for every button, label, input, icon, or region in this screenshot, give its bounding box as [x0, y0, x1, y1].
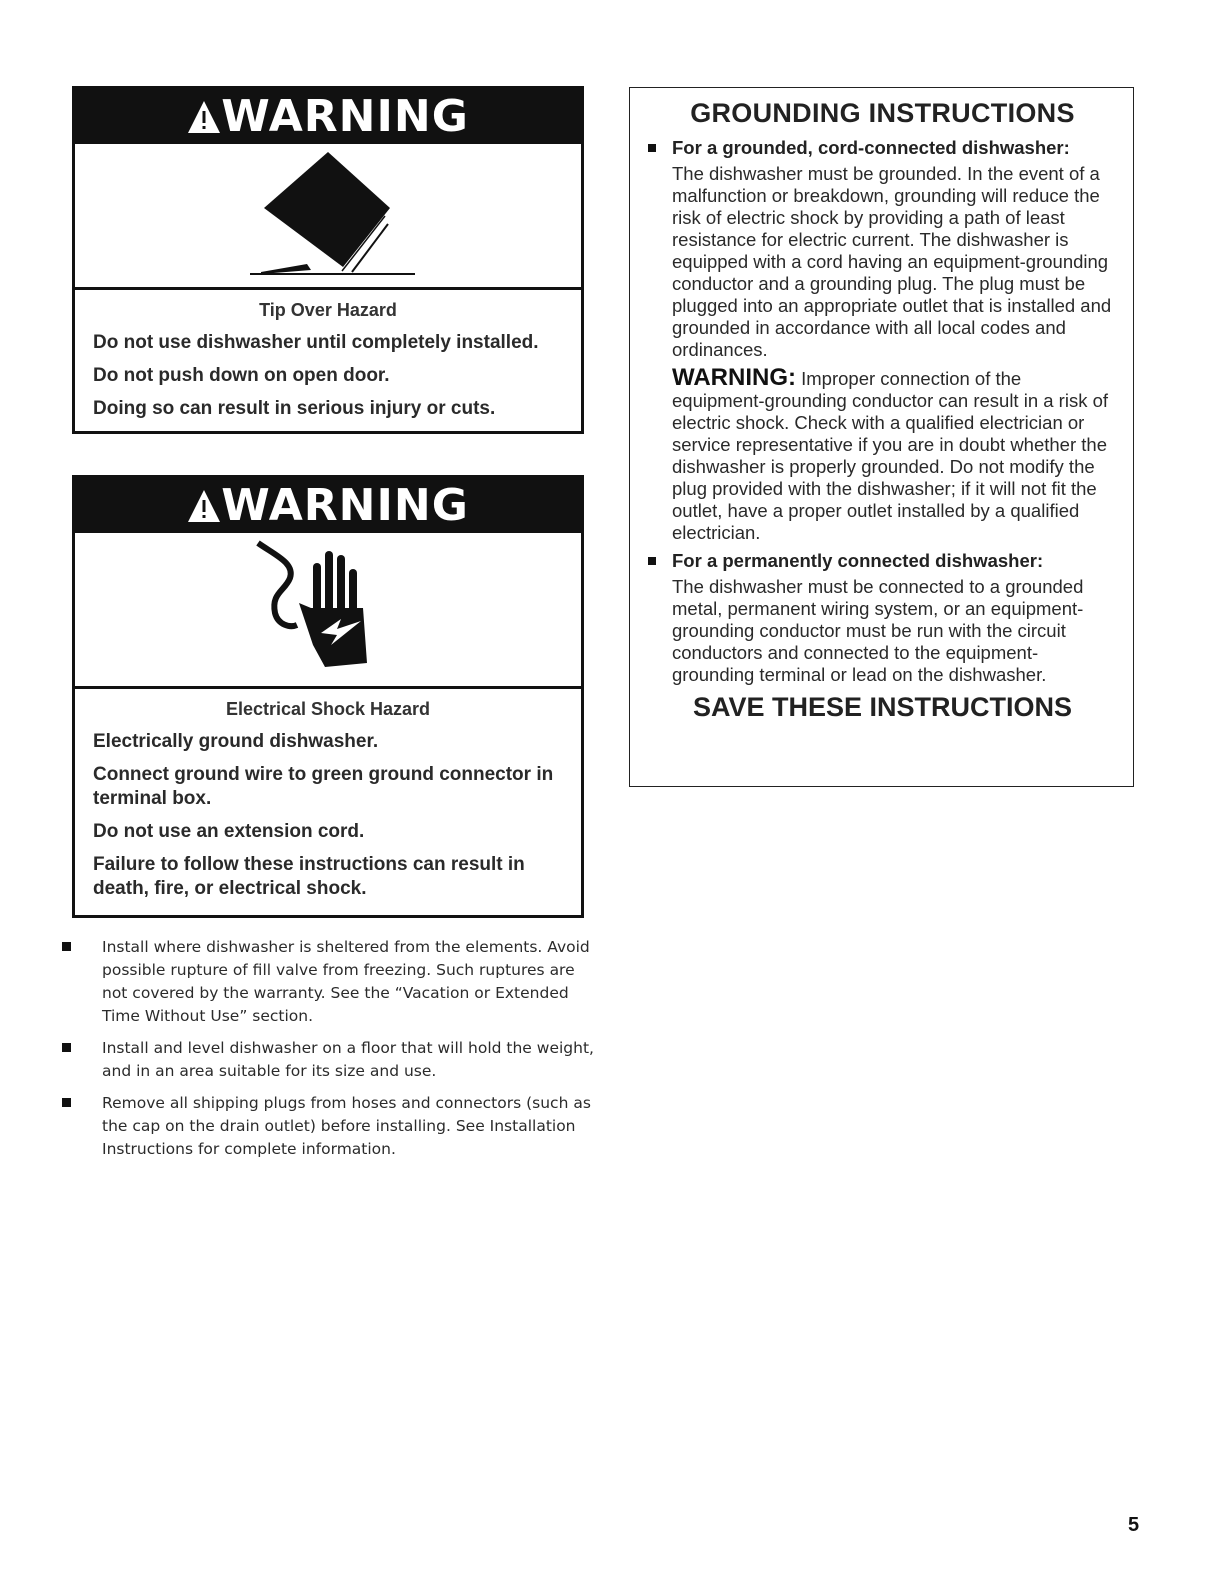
tip-over-dishwasher-icon [75, 144, 585, 287]
warning-line: Do not use dishwasher until completely installed. [93, 332, 539, 353]
list-item [62, 936, 602, 1028]
warning-header-label: WARNING [221, 91, 469, 142]
list-item-text: Install and level dishwasher on a floor that will hold the weight, and in an area suitable for its size and use. [102, 1039, 594, 1080]
tip-over-warning [72, 86, 584, 434]
bullet-icon [648, 144, 656, 152]
grounded-paragraph: The dishwasher must be grounded. In the event of a malfunction or breakdown, grounding will reduce the risk of electric shock by providing a path of least resistance for electric current. The dishwasher is equipped with a cord having an equipment-grounding conductor and a grounding plug. The plug must be plugged into an appropriate outlet that is installed and grounded in accordance with all local codes and ordinances. [672, 163, 1112, 360]
installation-bullets [62, 936, 602, 1170]
hazard-title: Electrical Shock Hazard [225, 699, 431, 719]
list-item-text: Remove all shipping plugs from hoses and connectors (such as the cap on the drain outlet) before installing. See Installation Instructions for complete information. [102, 1094, 591, 1158]
shock-text [75, 689, 581, 922]
list-item-text: Install where dishwasher is sheltered from the elements. Avoid possible rupture of fill valve from freezing. Such ruptures are not covered by the warranty. See the “Vacation or Extended Time Without Use” section. [102, 938, 590, 1025]
warning-label: WARNING: [672, 364, 796, 391]
bullet-icon [648, 557, 656, 565]
warning-line: Doing so can result in serious injury or cuts. [93, 398, 496, 419]
warning-triangle-icon [187, 478, 221, 533]
subheading-label: For a permanently connected dishwasher: [672, 550, 1044, 571]
save-instructions-title: SAVE THESE INSTRUCTIONS [692, 692, 1073, 722]
warning-text: Improper connection of the equipment-grounding conductor can result in a risk of electric shock. Check with a qualified electrician or service representative if you are in doubt whether the dishwasher is properly grounded. Do not modify the plug provided with the dishwasher; if it will not fit the outlet, have a proper outlet installed by a qualified electrician. [672, 368, 1109, 543]
warning-header [75, 89, 581, 144]
warning-header-label: WARNING [221, 480, 469, 531]
warning-triangle-icon [187, 89, 221, 144]
page-number: 5 [1128, 1514, 1140, 1536]
grounding-title: GROUNDING INSTRUCTIONS [690, 98, 1075, 128]
list-item [62, 1092, 602, 1161]
shock-picture [75, 533, 581, 689]
permanent-paragraph: The dishwasher must be connected to a grounded metal, permanent wiring system, or an equipment-grounding conductor must be run with the circuit conductors and connected to the equipment-grounding terminal or lead on the dishwasher. [672, 576, 1084, 685]
list-item [62, 1037, 602, 1083]
electric-shock-hand-icon [75, 533, 585, 686]
tip-over-text [75, 290, 581, 442]
warning-line: Do not push down on open door. [93, 365, 390, 386]
grounding-instructions [629, 87, 1134, 787]
warning-line: Electrically ground dishwasher. [93, 731, 379, 752]
warning-line: Failure to follow these instructions can result in death, fire, or electrical shock. [93, 854, 525, 899]
bullet-icon [62, 1098, 71, 1107]
hazard-title: Tip Over Hazard [259, 300, 397, 320]
warning-line: Do not use an extension cord. [93, 821, 365, 842]
tip-over-picture [75, 144, 581, 290]
warning-header [75, 478, 581, 533]
electrical-shock-warning [72, 475, 584, 918]
subheading-label: For a grounded, cord-connected dishwasher: [672, 137, 1070, 158]
permanent-subheading [648, 550, 1117, 572]
grounding-warning-paragraph [648, 364, 1117, 544]
warning-line: Connect ground wire to green ground connector in terminal box. [93, 764, 554, 809]
grounded-subheading [648, 137, 1117, 159]
bullet-icon [62, 942, 71, 951]
bullet-icon [62, 1043, 71, 1052]
